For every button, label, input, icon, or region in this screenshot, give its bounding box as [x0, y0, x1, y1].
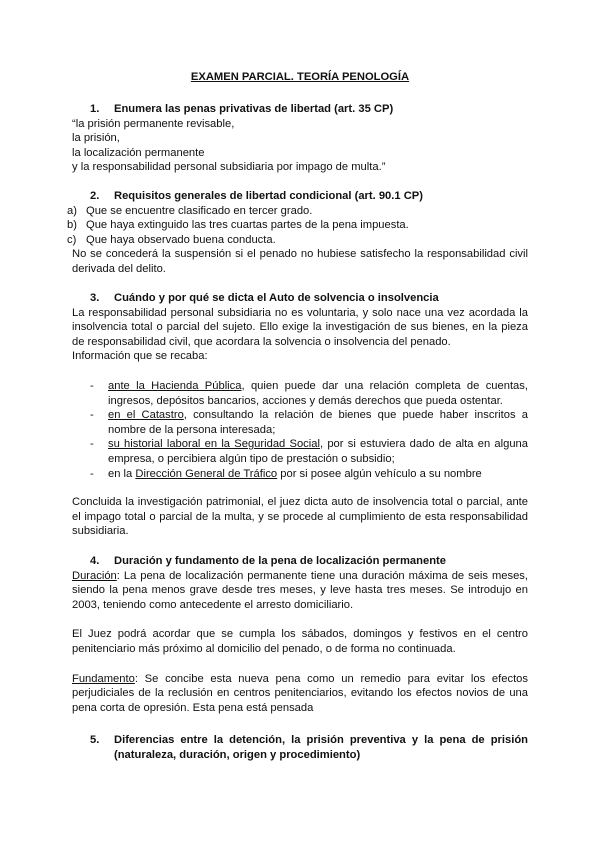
section-1-number: 1. — [90, 103, 100, 115]
info-source-item — [72, 379, 528, 408]
section-1-line: “la prisión permanente revisable, — [72, 117, 235, 130]
section-5-number: 5. — [90, 734, 100, 746]
juez-paragraph: El Juez podrá acordar que se cumpla los sábados, domingos y festivos en el centro penitenciario más próximo al domicilio del penado, o de forma no continuada. — [72, 628, 528, 655]
duracion-text: : La pena de localización permanente tiene una duración máxima de seis meses, siendo la pena menos grave desde tres meses, y leve hasta tres meses. Se introdujo en 2003, teniendo como antecedente el arresto domiciliario. — [72, 569, 528, 611]
section-3-heading — [90, 291, 528, 306]
info-source-text: , quien puede dar una relación completa de cuentas, ingresos, depósitos bancarios, acciones y demás derechos que pueda ostentar. — [108, 379, 528, 407]
section-2-number: 2. — [90, 190, 100, 202]
info-source-link: en el Catastro — [108, 409, 184, 422]
section-4-heading-text: Duración y fundamento de la pena de localización permanente — [114, 555, 446, 567]
section-2 — [67, 189, 528, 277]
requirement-text: Que haya observado buena conducta. — [86, 233, 276, 246]
section-5 — [72, 733, 528, 762]
info-source-link: su historial laboral en la Seguridad Social — [108, 438, 320, 451]
section-4-heading — [90, 554, 528, 569]
info-source-item — [72, 408, 528, 437]
section-1-line: y la responsabilidad personal subsidiaria por impago de multa.” — [72, 161, 386, 174]
requirement-item — [67, 204, 528, 219]
section-2-heading — [90, 189, 528, 204]
fundamento-paragraph — [72, 672, 528, 716]
section-4-number: 4. — [90, 555, 100, 567]
section-1-line: la localización permanente — [72, 146, 205, 159]
section-3-conclusion: Concluida la investigación patrimonial, el juez dicta auto de insolvencia total o parcial, ante el impago total o parcial de la multa, y se procede al cumplimiento de esta responsabilidad subsidiaria. — [72, 496, 528, 538]
section-2-paragraph: No se concederá la suspensión si el penado no hubiese satisfecho la responsabilidad civil derivada del delito. — [72, 248, 528, 275]
info-source-link: ante la Hacienda Pública — [108, 379, 242, 392]
section-1 — [72, 102, 528, 175]
section-4 — [72, 554, 528, 715]
requirement-item — [67, 218, 528, 233]
info-source-item — [72, 437, 528, 466]
requirement-text: Que haya extinguido las tres cuartas partes de la pena impuesta. — [86, 219, 409, 232]
requirement-item — [67, 233, 528, 248]
section-3-heading-text: Cuándo y por qué se dicta el Auto de solvencia o insolvencia — [114, 292, 439, 304]
fundamento-label: Fundamento — [72, 672, 135, 685]
section-2-heading-text: Requisitos generales de libertad condicional (art. 90.1 CP) — [114, 190, 423, 202]
section-5-heading — [90, 733, 528, 762]
section-3-paragraph: La responsabilidad personal subsidiaria no es voluntaria, y solo nace una vez acordada la insolvencia total o parcial del sujeto. Ello exige la investigación de sus bienes, en la pieza de responsabilidad civil, que acordara la solvencia o insolvencia del penado. — [72, 306, 528, 348]
info-source-text: , por si estuviera dado de alta en alguna empresa, o percibiera algún tipo de prestación o subsidio; — [108, 438, 529, 465]
info-source-prefix: en la — [108, 467, 136, 480]
document-title: EXAMEN PARCIAL. TEORÍA PENOLOGÍA — [190, 71, 410, 83]
section-5-heading-text: Diferencias entre la detención, la prisión preventiva y la pena de prisión (naturaleza, duración, origen y procedimiento) — [114, 734, 528, 761]
requirement-key: b) — [67, 219, 77, 232]
info-source-list — [72, 379, 528, 481]
requirement-key: c) — [67, 233, 77, 246]
requirement-text: Que se encuentre clasificado en tercer grado. — [86, 204, 313, 217]
info-source-text: por si posee algún vehículo a su nombre — [277, 467, 482, 480]
info-source-item — [72, 467, 528, 482]
fundamento-text: : Se concibe esta nueva pena como un remedio para evitar los efectos perjudiciales de la reclusión en centros penitenciarios, evitando los efectos novios de una pena corta de opresión. Esta pena está pensada — [72, 672, 528, 714]
duracion-label: Duración — [72, 569, 117, 582]
duracion-paragraph — [72, 569, 528, 613]
section-1-line: la prisión, — [72, 132, 120, 145]
section-1-heading-text: Enumera las penas privativas de libertad (art. 35 CP) — [114, 103, 394, 115]
info-source-link: Dirección General de Tráfico — [135, 467, 278, 480]
info-label: Información que se recaba: — [72, 350, 208, 363]
info-source-text: , consultando la relación de bienes que puede haber inscritos a nombre de la persona interesada; — [108, 409, 528, 436]
section-1-heading — [90, 102, 528, 117]
section-3 — [72, 291, 528, 539]
requirement-key: a) — [67, 204, 77, 217]
section-3-number: 3. — [90, 292, 100, 304]
